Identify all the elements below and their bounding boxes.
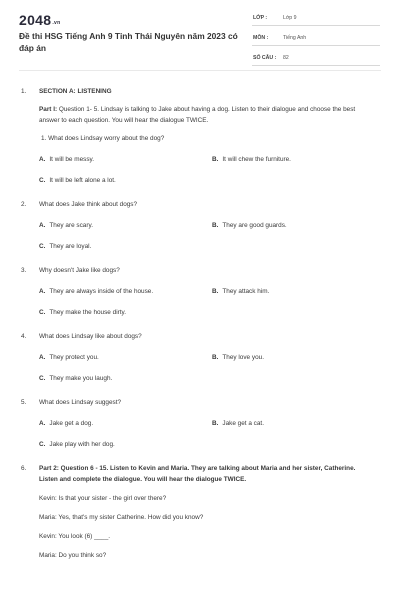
option-a[interactable] [39,154,94,165]
option-text: They protect you. [49,354,99,361]
question-number: 6. [21,465,27,472]
meta-value: Tiếng Anh [283,35,307,41]
option-row [0,241,400,252]
meta-key: MÔN : [253,35,269,41]
option-c[interactable] [39,307,126,318]
question-1 [0,86,400,97]
dialogue-line: Maria: Yes, that's my sister Catherine. How did you know? [39,514,204,521]
option-letter: C. [39,243,46,250]
option-letter: A. [39,288,46,295]
meta-key: LỚP : [253,15,268,21]
option-c[interactable] [39,373,112,384]
option-letter: B. [212,420,219,427]
option-a[interactable] [39,352,99,363]
option-text: They are loyal. [49,243,92,250]
option-row [0,220,400,231]
question-number: 5. [21,399,27,406]
part1-instructions [39,104,377,126]
option-a[interactable] [39,286,153,297]
option-text: Jake get a cat. [222,420,264,427]
option-letter: A. [39,354,46,361]
option-letter: B. [212,222,219,229]
question-text: What does Lindsay like about dogs? [39,333,142,340]
dialogue-line: Kevin: You look (6) ____. [39,533,111,540]
question-number: 1. [21,88,27,95]
option-text: Jake get a dog. [49,420,94,427]
meta-row-count [252,51,380,66]
option-text: They love you. [222,354,264,361]
question-text: What does Jake think about dogs? [39,201,138,208]
part1-label: Part I: [39,106,58,113]
option-a[interactable] [39,220,93,231]
option-letter: A. [39,156,46,163]
option-b[interactable] [212,418,264,429]
part2-instructions: Part 2: Question 6 - 15. Listen to Kevin and Maria. They are talking about Maria and her sister, Catherine. Listen and complete the dialogue. You will hear the dialogue TWICE. [39,465,356,483]
option-text: They make you laugh. [49,375,113,382]
logo-sub: .vn [52,20,61,26]
option-letter: C. [39,441,46,448]
option-text: It will be messy. [49,156,95,163]
option-row [0,307,400,318]
question-text: Why doesn't Jake like dogs? [39,267,120,274]
option-c[interactable] [39,241,91,252]
option-b[interactable] [212,154,291,165]
option-letter: B. [212,354,219,361]
section-title: SECTION A: LISTENING [39,88,112,95]
question-3 [0,265,400,276]
question-text: What does Lindsay suggest? [39,399,122,406]
question-2 [0,199,400,210]
question-number: 2. [21,201,27,208]
option-c[interactable] [39,439,115,450]
exam-content [0,76,400,561]
meta-value: 82 [283,55,289,61]
option-text: They are good guards. [222,222,287,229]
option-b[interactable] [212,352,264,363]
question-6 [0,463,400,485]
sub-question: 1. What does Lindsay worry about the dog? [41,135,165,142]
question-number: 3. [21,267,27,274]
document-title: Đề thi HSG Tiếng Anh 9 Tỉnh Thái Nguyên năm 2023 có đáp án [19,31,238,53]
option-text: It will chew the furniture. [222,156,291,163]
option-c[interactable] [39,175,116,186]
option-row [0,175,400,186]
header-divider [19,70,381,71]
meta-row-subject [252,31,380,46]
option-letter: B. [212,156,219,163]
option-b[interactable] [212,220,287,231]
option-row [0,439,400,450]
meta-info [252,11,380,71]
option-text: It will be left alone a lot. [49,177,116,184]
option-letter: C. [39,309,46,316]
option-text: Jake play with her dog. [49,441,115,448]
option-text: They make the house dirty. [49,309,127,316]
option-letter: A. [39,420,46,427]
question-number: 4. [21,333,27,340]
meta-row-class [252,11,380,26]
part1-text: Question 1- 5. Lindsay is talking to Jake about having a dog. Listen to their dialogue and choose the best answer to each question. You will hear the dialogue TWICE. [39,106,356,124]
site-logo[interactable] [19,12,60,28]
option-text: They are scary. [49,222,93,229]
dialogue-line: Kevin: Is that your sister - the girl over there? [39,495,167,502]
question-4 [0,331,400,342]
option-row [0,373,400,384]
option-letter: A. [39,222,46,229]
meta-value: Lớp 9 [283,15,297,21]
option-row [0,286,400,297]
logo-main: 2048 [19,12,52,28]
option-row [0,418,400,429]
option-b[interactable] [212,286,269,297]
option-letter: B. [212,288,219,295]
option-text: They are always inside of the house. [49,288,154,295]
question-5 [0,397,400,408]
option-row [0,154,400,165]
dialogue-line: Maria: Do you think so? [39,552,107,559]
option-letter: C. [39,177,46,184]
option-text: They attack him. [222,288,270,295]
meta-key: SỐ CÂU : [253,55,277,61]
option-letter: C. [39,375,46,382]
option-row [0,352,400,363]
option-a[interactable] [39,418,93,429]
page-header [0,0,400,66]
